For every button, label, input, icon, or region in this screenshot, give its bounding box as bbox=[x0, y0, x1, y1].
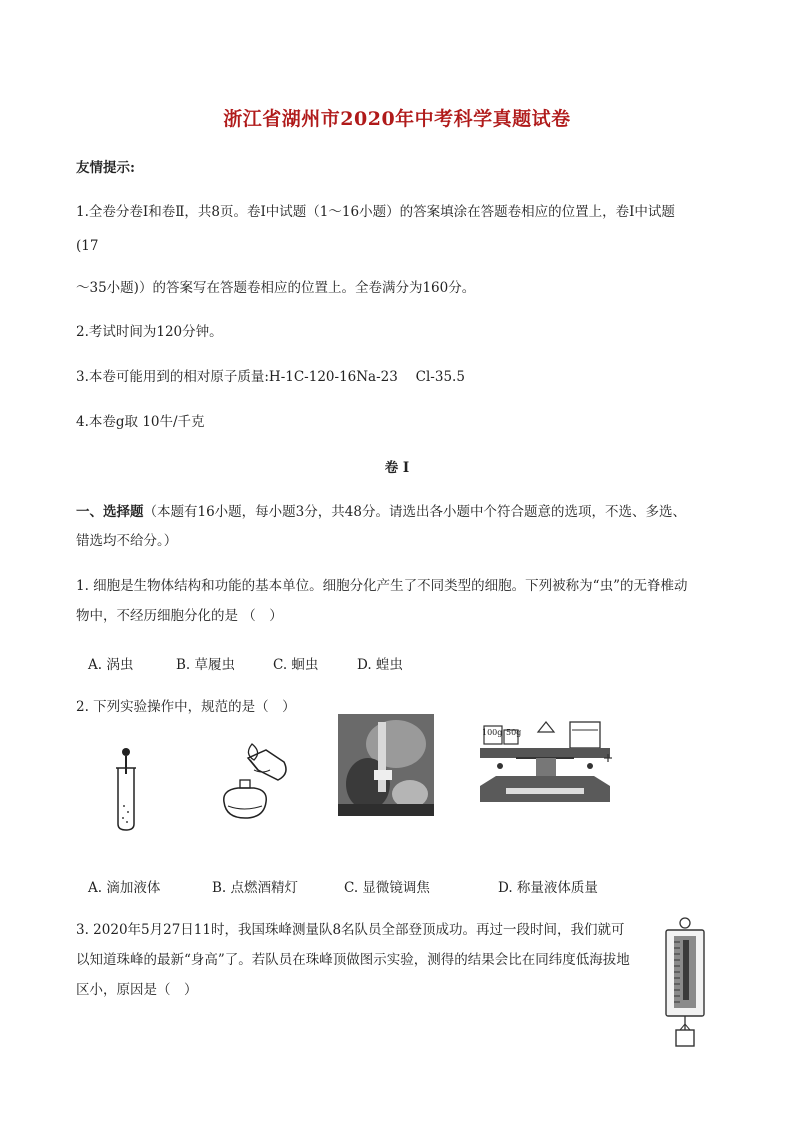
dropper-test-tube-figure bbox=[112, 746, 140, 832]
part1-heading: 一、选择题 bbox=[76, 504, 144, 520]
q3-stem-a: 3. 2020年5月27日11时，我国珠峰测量队8名队员全部登顶成功。再过一段时间，我们就可 bbox=[76, 922, 625, 938]
part1-desc-a: （本题有16小题，每小题3分，共48分。请选出各小题中个符合题意的选项，不选、多选、 bbox=[143, 504, 686, 520]
tip-line-4: 4.本卷g取 10牛/千克 bbox=[76, 414, 205, 430]
tip-line-1b: (17 bbox=[76, 238, 99, 254]
q3-stem-c: 区小，原因是（ ） bbox=[76, 982, 198, 998]
q2-option-b: B. 点燃酒精灯 bbox=[212, 880, 299, 896]
tip-line-1a: 1.全卷分卷Ⅰ和卷Ⅱ，共8页。卷Ⅰ中试题（1～16小题）的答案填涂在答题卷相应的位置上，卷Ⅰ中试题 bbox=[76, 204, 675, 220]
section-label: 卷 I bbox=[384, 460, 410, 476]
weight-label-100g: 100g bbox=[482, 728, 503, 737]
q2-stem: 2. 下列实验操作中，规范的是（ ） bbox=[76, 699, 296, 715]
q1-option-c: C. 蛔虫 bbox=[273, 657, 319, 673]
page-title: 浙江省湖州市2020年中考科学真题试卷 bbox=[223, 108, 571, 130]
q3-stem-b: 以知道珠峰的最新“身高”了。若队员在珠峰顶做图示实验，测得的结果会比在同纬度低海拔地 bbox=[76, 952, 630, 968]
microscope-photo bbox=[338, 714, 434, 816]
q1-option-d: D. 蝗虫 bbox=[357, 657, 403, 673]
tips-heading: 友情提示: bbox=[76, 160, 135, 176]
weight-label-50g: 50g bbox=[506, 728, 522, 737]
part1-desc-b: 错选均不给分。） bbox=[76, 533, 178, 549]
alcohol-lamp-figure bbox=[214, 740, 296, 822]
tip-line-3: 3.本卷可能用到的相对原子质量:H-1C-120-16Na-23 Cl-35.5 bbox=[76, 369, 465, 385]
q2-option-d: D. 称量液体质量 bbox=[498, 880, 598, 896]
spring-scale-figure bbox=[660, 916, 710, 1052]
q2-option-a: A. 滴加液体 bbox=[88, 880, 161, 896]
q2-option-c: C. 显微镜调焦 bbox=[344, 880, 430, 896]
q1-stem-a: 1. 细胞是生物体结构和功能的基本单位。细胞分化产生了不同类型的细胞。下列被称为“虫”的无脊椎动 bbox=[76, 578, 688, 594]
q1-option-a: A. 涡虫 bbox=[88, 657, 134, 673]
part1-intro bbox=[76, 502, 686, 522]
tip-line-2: 2.考试时间为120分钟。 bbox=[76, 324, 223, 340]
q1-option-b: B. 草履虫 bbox=[176, 657, 236, 673]
q1-stem-b: 物中，不经历细胞分化的是 （ ） bbox=[76, 608, 283, 624]
tip-line-1c: ～35小题)）的答案写在答题卷相应的位置上。全卷满分为160分。 bbox=[76, 280, 476, 296]
